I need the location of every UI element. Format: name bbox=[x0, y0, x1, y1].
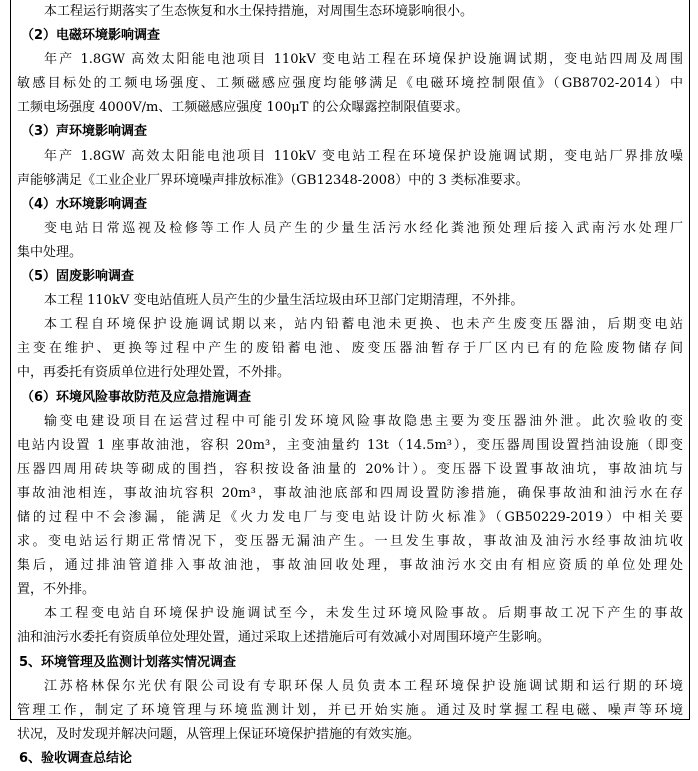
paragraph-line: 电站内设置 1 座事故油池，容积 20m³，主变油量约 13t（14.5m³），变压器周围设置挡油设施（即变 bbox=[17, 437, 683, 453]
paragraph-line: 江苏格林保尔光伏有限公司设有专职环保人员负责本工程环境保护设施调试期和运行期的环境 bbox=[44, 678, 683, 694]
paragraph-line: 求。变电站运行期正常情况下，变压器无漏油产生。一旦发生事故，事故油及油污水经事故油坑收 bbox=[17, 534, 683, 550]
paragraph-line: 置，不外排。 bbox=[17, 582, 96, 598]
paragraph-line: 事故油池相连，事故油坑容积 20m³，事故油池底部和四周设置防渗措施，确保事故油和油污水在存 bbox=[17, 485, 683, 501]
paragraph-line: 集后，通过排油管道排入事故油池，事故油回收处理，事故油污水交由有相应资质的单位处理处 bbox=[17, 558, 683, 574]
paragraph-line: 本工程变电站自环境保护设施调试至今，未发生过环境风险事故。后期事故工况下产生的事故 bbox=[44, 606, 683, 622]
paragraph-line: 管理工作，制定了环境管理与环境监测计划，并已开始实施。通过及时掌握工程电磁、噪声等环境 bbox=[17, 702, 683, 718]
section-heading: （6）环境风险事故防范及应急措施调查 bbox=[21, 389, 252, 405]
paragraph-line: 储的过程中不会渗漏，能满足《火力发电厂与变电站设计防火标准》（GB50229-2019）中相关要 bbox=[17, 509, 683, 525]
paragraph-line: 敏感目标处的工频电场强度、工频磁感应强度均能够满足《电磁环境控制限值》（GB8702-2014）中 bbox=[17, 76, 683, 92]
paragraph-line: 集中处理。 bbox=[17, 244, 83, 260]
paragraph-line: 年产 1.8GW 高效太阳能电池项目 110kV 变电站工程在环境保护设施调试期，变电站厂界排放噪 bbox=[44, 148, 683, 164]
paragraph-line: 年产 1.8GW 高效太阳能电池项目 110kV 变电站工程在环境保护设施调试期，变电站四周及周围 bbox=[44, 52, 683, 68]
paragraph-line: 工频电场强度 4000V/m、工频磁感应强度 100μT 的公众曝露控制限值要求。 bbox=[17, 100, 469, 116]
chapter-heading: 5、环境管理及监测计划落实情况调查 bbox=[19, 654, 237, 670]
paragraph-line: 本工程自环境保护设施调试期以来，站内铅蓄电池未更换、也未产生废变压器油，后期变电站 bbox=[44, 317, 683, 333]
paragraph-line: 变电站日常巡视及检修等工作人员产生的少量生活污水经化粪池预处理后接入武南污水处理厂 bbox=[44, 220, 683, 236]
paragraph-line: 输变电建设项目在运营过程中可能引发环境风险事故隐患主要为变压器油外泄。此次验收的变 bbox=[44, 413, 683, 429]
chapter-heading: 6、验收调查总结论 bbox=[19, 750, 133, 766]
section-heading: （4）水环境影响调查 bbox=[21, 196, 148, 212]
paragraph-line: 状况，及时发现并解决问题，从管理上保证环境保护措施的有效实施。 bbox=[17, 726, 421, 742]
document-frame bbox=[10, 0, 690, 766]
paragraph-line: 压器四周用砖块等砌成的围挡，容积按设备油量的 20%计）。变压器下设置事故油坑，事故油坑与 bbox=[17, 461, 683, 477]
section-heading: （2）电磁环境影响调查 bbox=[21, 28, 161, 44]
paragraph-line: 油和油污水委托有资质单位处理处置，通过采取上述措施后可有效减小对周围环境产生影响。 bbox=[17, 630, 551, 646]
paragraph-line: 本工程运行期落实了生态恢复和水土保持措施，对周围生态环境影响很小。 bbox=[44, 4, 474, 19]
section-heading: （5）固废影响调查 bbox=[21, 269, 135, 285]
paragraph-line: 声能够满足《工业企业厂界环境噪声排放标准》（GB12348-2008）中的 3 类标准要求。 bbox=[17, 172, 529, 188]
section-heading: （3）声环境影响调查 bbox=[21, 124, 148, 140]
paragraph-line: 本工程 110kV 变电站值班人员产生的少量生活垃圾由环卫部门定期清理，不外排。 bbox=[44, 293, 524, 309]
paragraph-line: 中，再委托有资质单位进行处理处置，不外排。 bbox=[17, 365, 291, 381]
paragraph-line: 主变在维护、更换等过程中产生的废铅蓄电池、废变压器油暂存于厂区内已有的危险废物储存间 bbox=[17, 341, 683, 357]
